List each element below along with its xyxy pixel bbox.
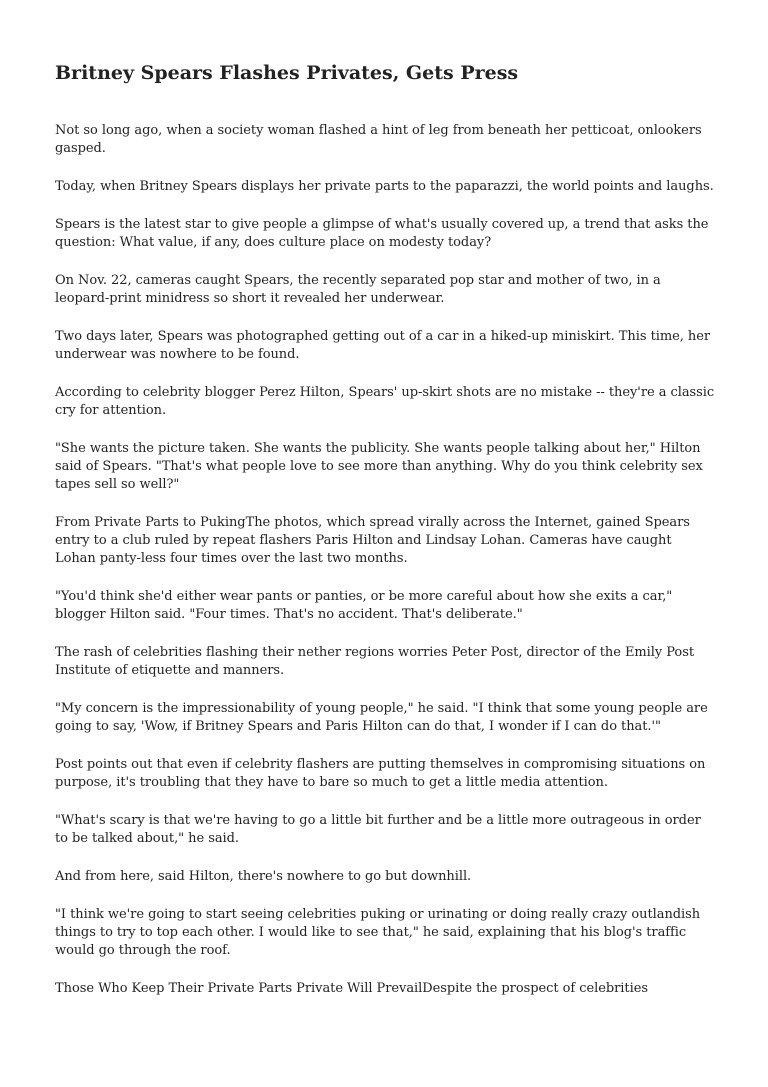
article-paragraph: Today, when Britney Spears displays her private parts to the paparazzi, the world points and laughs.	[55, 179, 714, 194]
article-title: Britney Spears Flashes Privates, Gets Press	[55, 62, 519, 84]
article-paragraph: Two days later, Spears was photographed getting out of a car in a hiked-up miniskirt. This time, her underwear was nowhere to be found.	[55, 329, 711, 362]
article-paragraph: From Private Parts to PukingThe photos, which spread virally across the Internet, gained Spears entry to a club ruled by repeat flashers Paris Hilton and Lindsay Lohan. Cameras have caught Lohan panty-less four times over the last two months.	[55, 515, 690, 566]
article-paragraph: "My concern is the impressionability of young people," he said. "I think that some young people are going to say, 'Wow, if Britney Spears and Paris Hilton can do that, I wonder if I can do that.'"	[55, 701, 708, 734]
article-paragraph: "I think we're going to start seeing celebrities puking or urinating or doing really crazy outlandish things to try to top each other. I would like to see that," he said, explaining that his blog's traffic would go through the roof.	[55, 907, 701, 958]
article-paragraph: Not so long ago, when a society woman flashed a hint of leg from beneath her petticoat, onlookers gasped.	[55, 123, 702, 156]
article-paragraph: According to celebrity blogger Perez Hilton, Spears' up-skirt shots are no mistake -- they're a classic cry for attention.	[55, 385, 715, 418]
article-paragraph: And from here, said Hilton, there's nowhere to go but downhill.	[55, 869, 472, 884]
article-paragraph: Post points out that even if celebrity flashers are putting themselves in compromising situations on purpose, it's troubling that they have to bare so much to get a little media attention.	[55, 757, 706, 790]
article-paragraph: The rash of celebrities flashing their nether regions worries Peter Post, director of the Emily Post Institute of etiquette and manners.	[55, 645, 694, 678]
article-paragraph: "She wants the picture taken. She wants the publicity. She wants people talking about her," Hilton said of Spears. "That's what people love to see more than anything. Why do you think celebrity sex tapes sell so well?"	[55, 441, 703, 492]
article-paragraph: Spears is the latest star to give people a glimpse of what's usually covered up, a trend that asks the question: What value, if any, does culture place on modesty today?	[55, 217, 709, 250]
article-paragraph: On Nov. 22, cameras caught Spears, the recently separated pop star and mother of two, in a leopard-print minidress so short it revealed her underwear.	[55, 273, 661, 306]
article-paragraph: "You'd think she'd either wear pants or panties, or be more careful about how she exits a car," blogger Hilton said. "Four times. That's no accident. That's deliberate."	[55, 589, 673, 622]
article-paragraph: "What's scary is that we're having to go a little bit further and be a little more outrageous in order to be talked about," he said.	[55, 813, 701, 846]
article-body	[55, 122, 715, 998]
article-paragraph: Those Who Keep Their Private Parts Private Will PrevailDespite the prospect of celebrities	[55, 981, 648, 996]
